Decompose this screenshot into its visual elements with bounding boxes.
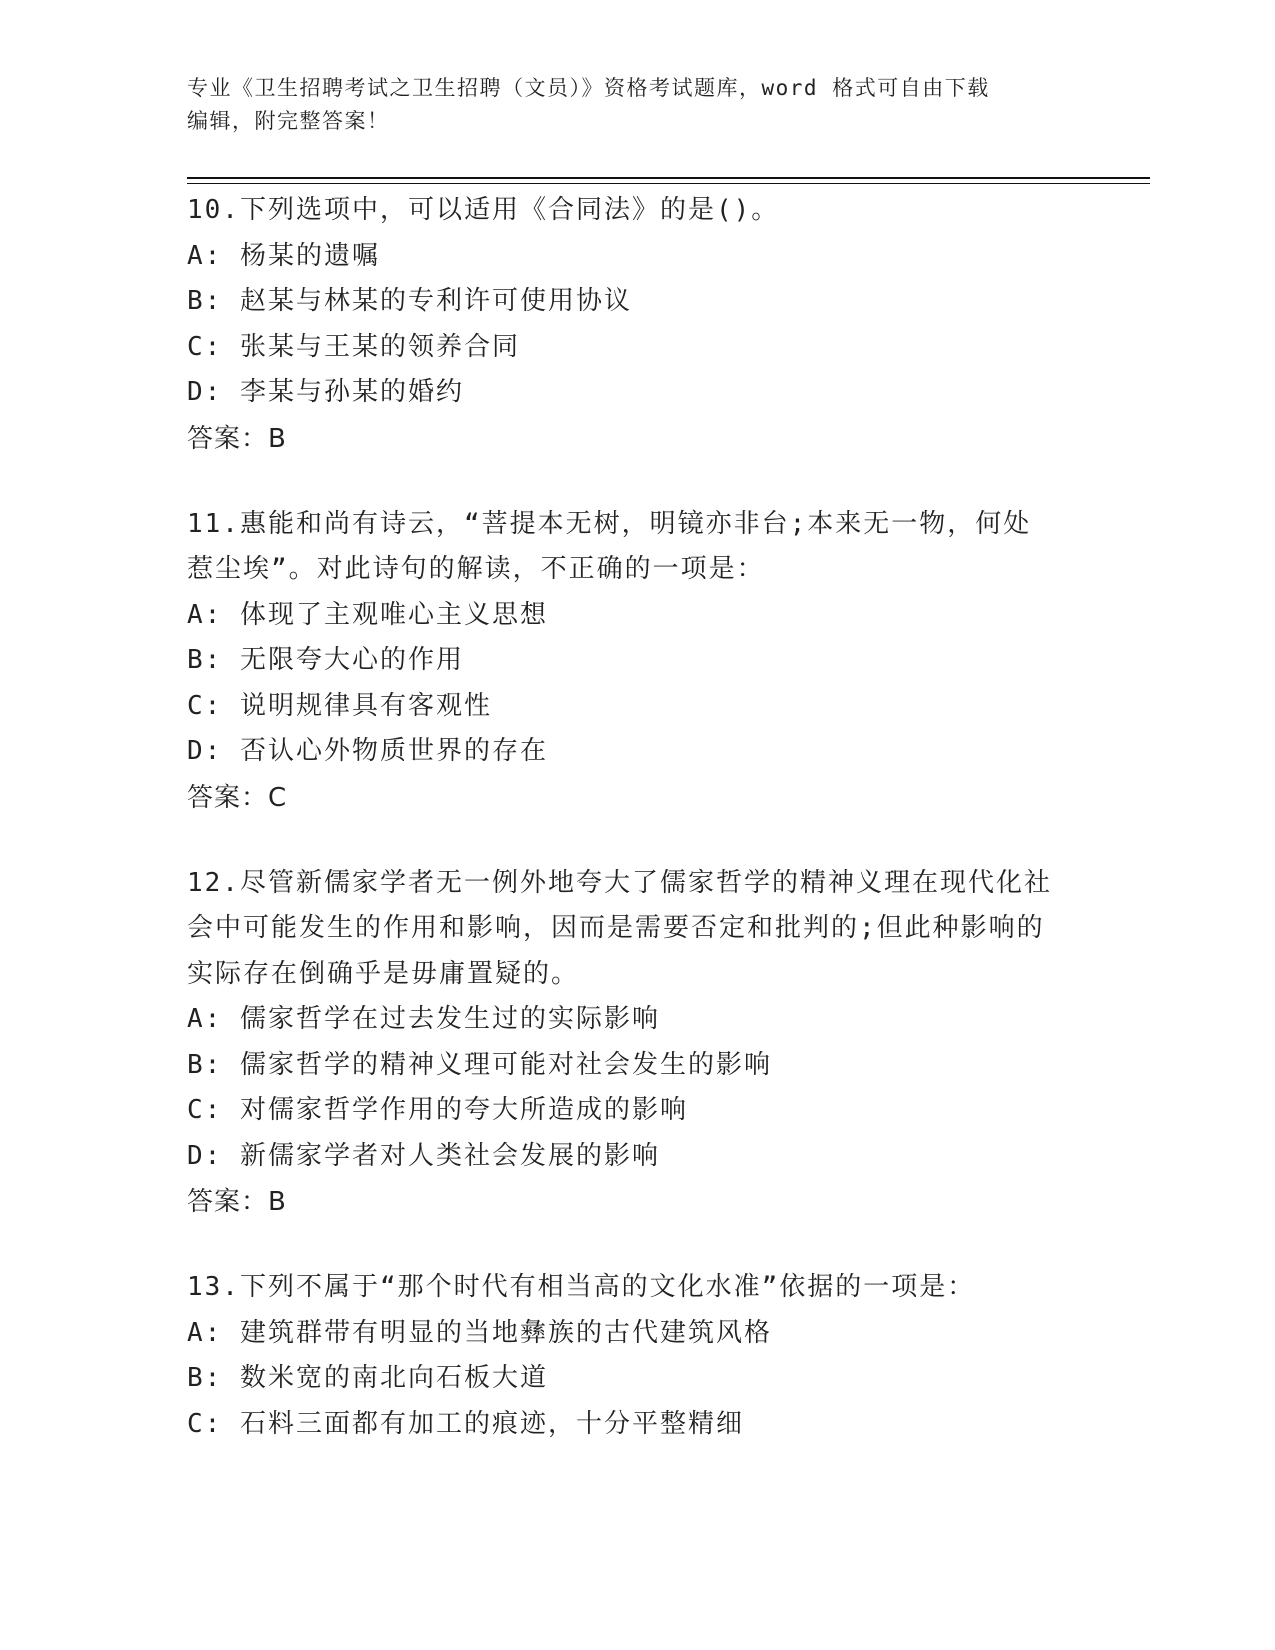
question-stem: 会中可能发生的作用和影响，因而是需要否定和批判的;但此种影响的 [187, 913, 1045, 943]
question-11 [187, 502, 1087, 821]
option-c: C: 石料三面都有加工的痕迹，十分平整精细 [187, 1408, 744, 1439]
answer-label: 答案：B [187, 423, 287, 454]
option-d: D: 新儒家学者对人类社会发展的影响 [187, 1140, 660, 1171]
question-10 [187, 188, 1087, 462]
header-divider-thin [187, 183, 1150, 184]
question-stem: 10.下列选项中，可以适用《合同法》的是()。 [187, 195, 780, 225]
question-stem: 11.惠能和尚有诗云，“菩提本无树，明镜亦非台;本来无一物，何处 [187, 508, 1032, 539]
option-b: B: 儒家哲学的精神义理可能对社会发生的影响 [187, 1049, 772, 1080]
option-c: C: 张某与王某的领养合同 [187, 331, 520, 362]
question-stem: 实际存在倒确乎是毋庸置疑的。 [187, 958, 580, 989]
header-divider-thick [187, 177, 1150, 179]
question-13 [187, 1265, 1087, 1447]
document-header [187, 72, 1087, 138]
question-stem: 惹尘埃”。对此诗句的解读，不正确的一项是： [187, 554, 765, 584]
option-d: D: 否认心外物质世界的存在 [187, 736, 548, 766]
header-line-2: 编辑，附完整答案！ [187, 109, 390, 133]
option-a: A: 儒家哲学在过去发生过的实际影响 [187, 1004, 660, 1034]
answer-label: 答案：C [187, 782, 288, 813]
answer-label: 答案：B [187, 1187, 287, 1217]
question-12 [187, 861, 1087, 1226]
option-a: A: 建筑群带有明显的当地彝族的古代建筑风格 [187, 1317, 772, 1348]
header-line-1: 专业《卫生招聘考试之卫生招聘（文员）》资格考试题库，word 格式可自由下载 [187, 76, 990, 100]
option-d: D: 李某与孙某的婚约 [187, 377, 464, 407]
option-a: A: 体现了主观唯心主义思想 [187, 599, 548, 630]
question-list [187, 188, 1087, 1487]
option-b: B: 无限夸大心的作用 [187, 645, 464, 675]
option-b: B: 数米宽的南北向石板大道 [187, 1363, 548, 1393]
option-c: C: 说明规律具有客观性 [187, 690, 492, 721]
question-stem: 12.尽管新儒家学者无一例外地夸大了儒家哲学的精神义理在现代化社 [187, 867, 1052, 898]
option-b: B: 赵某与林某的专利许可使用协议 [187, 286, 632, 316]
question-stem: 13.下列不属于“那个时代有相当高的文化水准”依据的一项是： [187, 1272, 976, 1302]
option-c: C: 对儒家哲学作用的夸大所造成的影响 [187, 1095, 688, 1125]
option-a: A: 杨某的遗嘱 [187, 240, 380, 271]
